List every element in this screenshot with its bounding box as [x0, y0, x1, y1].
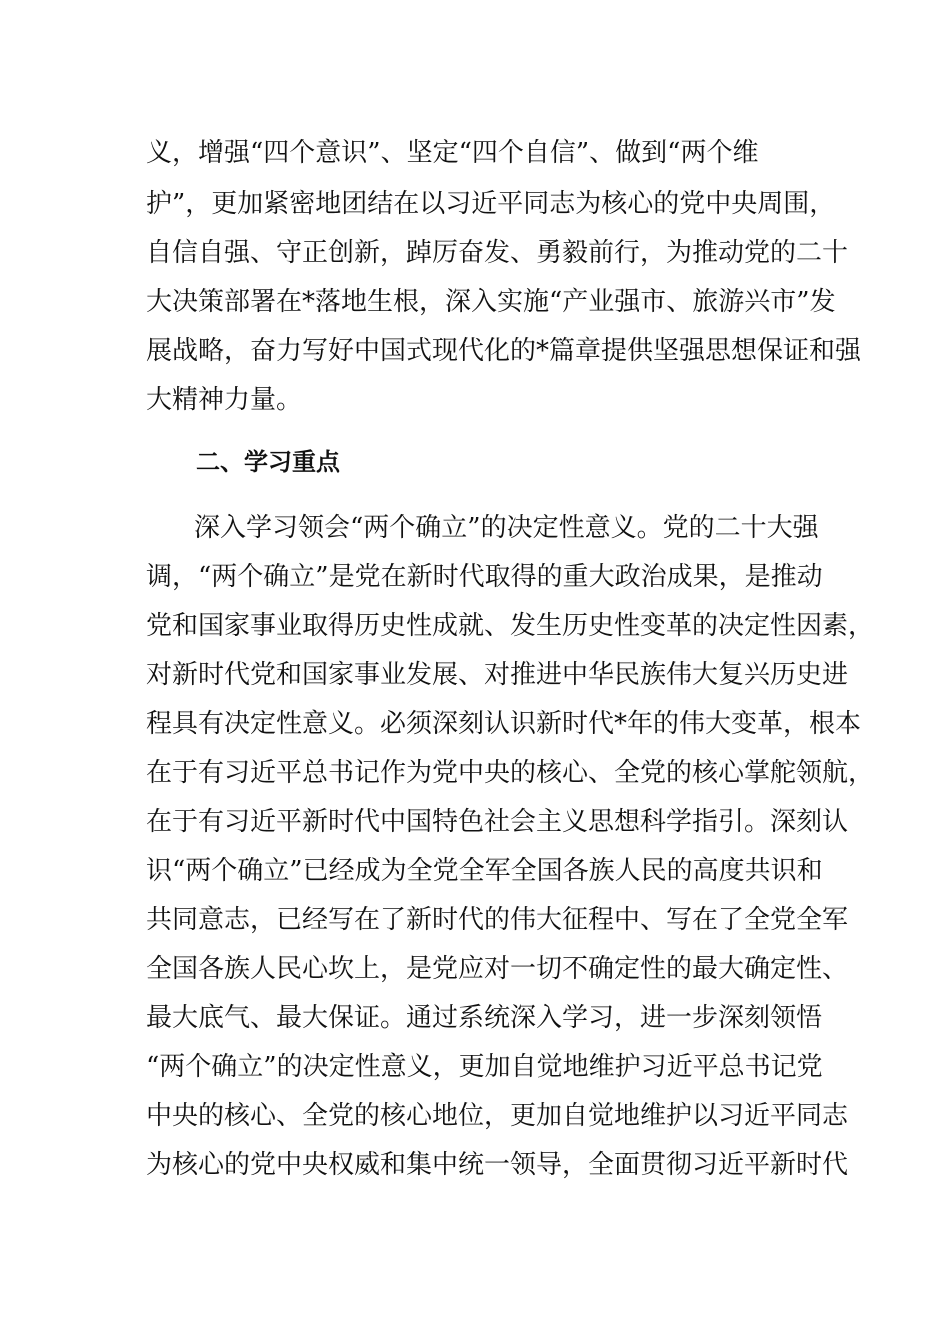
- paragraph-line: 共同意志，已经写在了新时代的伟大征程中、写在了全党全军: [146, 905, 849, 935]
- paragraph-line: 全国各族人民心坎上，是党应对一切不确定性的最大确定性、: [146, 954, 849, 984]
- paragraph-line: 大精神力量。: [146, 385, 303, 415]
- paragraph-line: 识“两个确立”已经成为全党全军全国各族人民的高度共识和: [146, 856, 823, 886]
- paragraph-line: 在于有习近平新时代中国特色社会主义思想科学指引。深刻认: [146, 807, 849, 837]
- paragraph-line: 调，“两个确立”是党在新时代取得的重大政治成果，是推动: [146, 562, 823, 592]
- paragraph-line: 对新时代党和国家事业发展、对推进中华民族伟大复兴历史进: [146, 660, 849, 690]
- paragraph-line: 为核心的党中央权威和集中统一领导，全面贯彻习近平新时代: [146, 1150, 849, 1180]
- paragraph-line: 自信自强、守正创新，踔厉奋发、勇毅前行，为推动党的二十: [146, 238, 849, 268]
- paragraph-line: “两个确立”的决定性意义，更加自觉地维护习近平总书记党: [146, 1052, 823, 1082]
- paragraph-line: 义，增强“四个意识”、坚定“四个自信”、做到“两个维: [146, 138, 759, 168]
- paragraph-line: 在于有习近平总书记作为党中央的核心、全党的核心掌舵领航，: [146, 758, 875, 788]
- section-heading: 二、学习重点: [196, 448, 340, 476]
- paragraph-line: 展战略，奋力写好中国式现代化的*篇章提供坚强思想保证和强: [146, 336, 862, 366]
- paragraph-line: 大决策部署在*落地生根，深入实施“产业强市、旅游兴市”发: [146, 287, 836, 317]
- paragraph-line: 程具有决定性意义。必须深刻认识新时代*年的伟大变革，根本: [146, 709, 862, 739]
- paragraph-line: 最大底气、最大保证。通过系统深入学习，进一步深刻领悟: [146, 1003, 823, 1033]
- paragraph-line: 党和国家事业取得历史性成就、发生历史性变革的决定性因素，: [146, 611, 875, 641]
- paragraph-line: 中央的核心、全党的核心地位，更加自觉地维护以习近平同志: [146, 1101, 849, 1131]
- paragraph-line: 护”，更加紧密地团结在以习近平同志为核心的党中央周围，: [146, 189, 836, 219]
- paragraph-line: 深入学习领会“两个确立”的决定性意义。党的二十大强: [194, 513, 819, 543]
